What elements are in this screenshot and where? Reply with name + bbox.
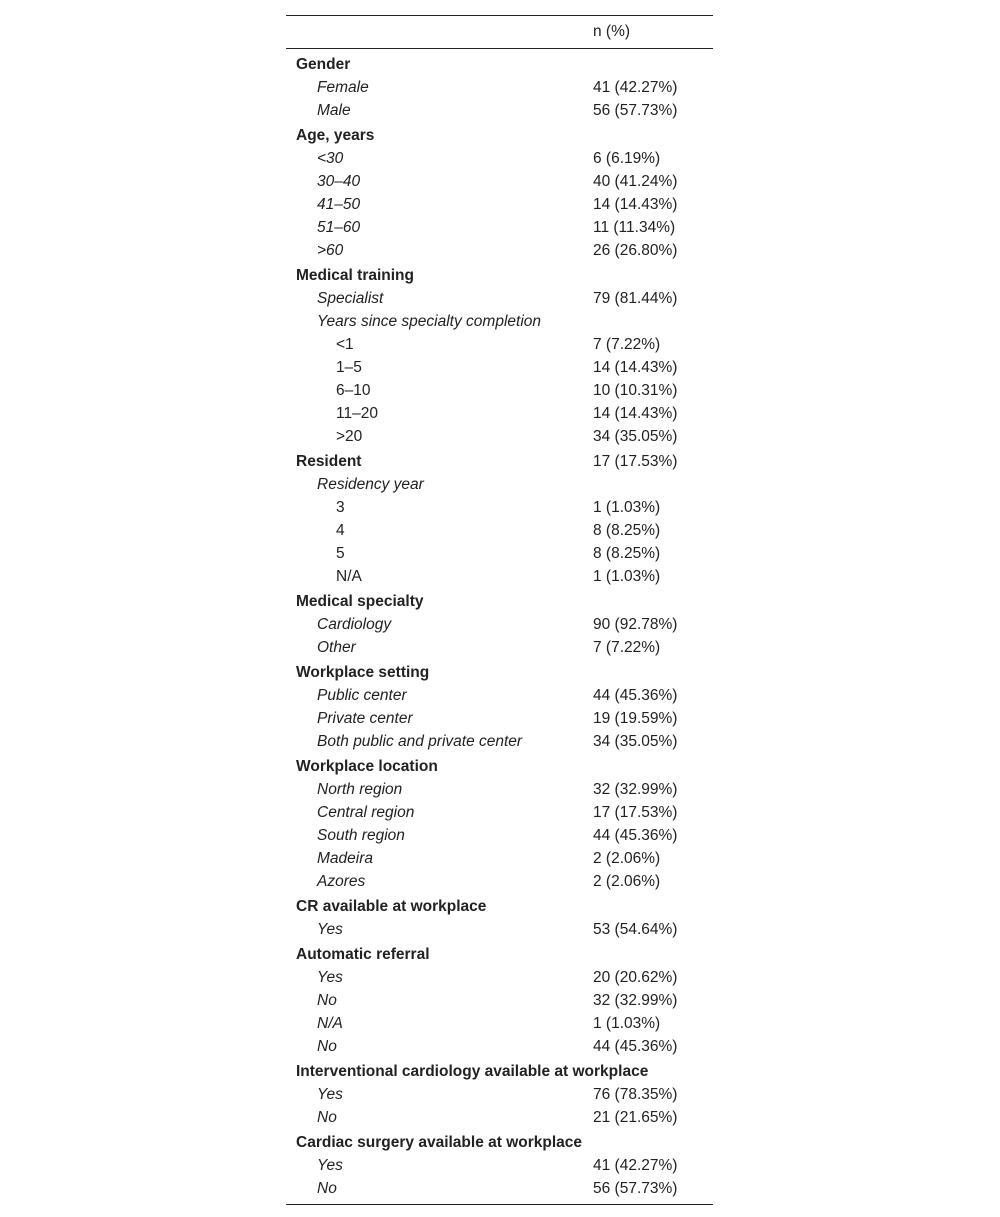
table-row [286,707,713,730]
table-section-row [286,753,713,778]
section-label: Cardiac surgery available at workplace [296,1134,583,1151]
table-row [286,333,713,356]
row-label: 11–20 [336,405,378,422]
row-label: Yes [317,1086,343,1103]
row-label: No [317,992,337,1009]
table-row [286,147,713,170]
table-section-row [286,122,713,147]
table-row [286,356,713,379]
row-value: 1 (1.03%) [593,1015,661,1032]
table-row [286,636,713,659]
table-row [286,989,713,1012]
row-label: Madeira [317,850,373,867]
row-value: 26 (26.80%) [593,242,678,259]
table-row [286,684,713,707]
table-row [286,239,713,262]
row-value: 44 (45.36%) [593,687,678,704]
table-section-row [286,51,713,76]
table-header [286,15,713,49]
section-label: CR available at workplace [296,898,487,915]
table-row [286,918,713,941]
row-value: 21 (21.65%) [593,1109,678,1126]
row-label: North region [317,781,403,798]
table-section-row [286,262,713,287]
table-row [286,193,713,216]
table-row [286,801,713,824]
row-label: 3 [336,499,345,516]
row-label: >60 [317,242,344,259]
row-value: 90 (92.78%) [593,616,678,633]
table-row [286,1035,713,1058]
row-label: 6–10 [336,382,371,399]
section-label: Automatic referral [296,946,430,963]
row-value: 8 (8.25%) [593,545,661,562]
table-row [286,870,713,893]
row-label: No [317,1180,337,1197]
table-row [286,379,713,402]
row-value: 44 (45.36%) [593,1038,678,1055]
row-label: Specialist [317,290,384,307]
row-label: 1–5 [336,359,362,376]
row-value: 11 (11.34%) [593,219,676,236]
header-value-column: n (%) [593,23,631,40]
table-row [286,170,713,193]
row-label: >20 [336,428,363,445]
row-label: Other [317,639,356,656]
table-row [286,216,713,239]
row-value: 7 (7.22%) [593,336,661,353]
table-row [286,730,713,753]
row-label: 41–50 [317,196,361,213]
data-table [286,15,713,1205]
table-row [286,473,713,496]
row-label: 51–60 [317,219,361,236]
table-section-row [286,1058,713,1083]
row-label: N/A [336,568,362,585]
row-value: 6 (6.19%) [593,150,661,167]
row-value: 76 (78.35%) [593,1086,678,1103]
table-row [286,1106,713,1129]
table-row [286,824,713,847]
table-section-row [286,448,713,473]
table-section-row [286,588,713,613]
row-label: Female [317,79,369,96]
row-label: N/A [317,1015,343,1032]
row-value: 8 (8.25%) [593,522,661,539]
row-label: Azores [317,873,366,890]
row-value: 7 (7.22%) [593,639,661,656]
row-value: 14 (14.43%) [593,405,678,422]
row-value: 2 (2.06%) [593,873,661,890]
row-value: 56 (57.73%) [593,102,678,119]
table-row [286,310,713,333]
section-label: Workplace setting [296,664,430,681]
table-row [286,1012,713,1035]
row-value: 1 (1.03%) [593,568,661,585]
row-value: 34 (35.05%) [593,733,678,750]
row-value: 14 (14.43%) [593,359,678,376]
row-value: 32 (32.99%) [593,992,678,1009]
section-label: Medical training [296,267,414,284]
row-label: 4 [336,522,345,539]
row-label: <30 [317,150,344,167]
row-value: 17 (17.53%) [593,804,678,821]
row-value: 53 (54.64%) [593,921,678,938]
table-row [286,76,713,99]
row-value: 41 (42.27%) [593,79,678,96]
row-label: Residency year [317,476,424,493]
table-row [286,613,713,636]
row-label: Years since specialty completion [317,313,542,330]
row-value: 10 (10.31%) [593,382,678,399]
row-value: 56 (57.73%) [593,1180,678,1197]
row-label: No [317,1038,337,1055]
row-label: Private center [317,710,413,727]
row-value: 79 (81.44%) [593,290,678,307]
table-row [286,287,713,310]
table-section-row [286,659,713,684]
table-row [286,1083,713,1106]
table-section-row [286,941,713,966]
table-row [286,542,713,565]
section-label: Workplace location [296,758,438,775]
table-section-row [286,1129,713,1154]
table-row [286,519,713,542]
table-row [286,425,713,448]
table-section-row [286,893,713,918]
row-value: 20 (20.62%) [593,969,678,986]
table-row [286,966,713,989]
row-label: Yes [317,1157,343,1174]
row-value: 32 (32.99%) [593,781,678,798]
table-row [286,1177,713,1200]
row-label: 5 [336,545,345,562]
row-label: Both public and private center [317,733,523,750]
row-label: <1 [336,336,354,353]
table-row [286,496,713,519]
table-row [286,99,713,122]
row-value: 1 (1.03%) [593,499,661,516]
table-row [286,402,713,425]
row-value: 17 (17.53%) [593,453,678,470]
row-value: 44 (45.36%) [593,827,678,844]
row-label: 30–40 [317,173,361,190]
section-label: Age, years [296,127,375,144]
row-label: Cardiology [317,616,392,633]
row-value: 2 (2.06%) [593,850,661,867]
row-value: 40 (41.24%) [593,173,678,190]
row-label: Yes [317,969,343,986]
row-value: 19 (19.59%) [593,710,678,727]
section-label: Medical specialty [296,593,424,610]
table-row [286,847,713,870]
section-label: Resident [296,453,362,470]
row-label: Yes [317,921,343,938]
section-label: Gender [296,56,351,73]
table-row [286,778,713,801]
row-label: No [317,1109,337,1126]
row-label: Central region [317,804,415,821]
row-label: South region [317,827,405,844]
row-value: 34 (35.05%) [593,428,678,445]
row-value: 41 (42.27%) [593,1157,678,1174]
section-label: Interventional cardiology available at workplace [296,1063,649,1080]
row-value: 14 (14.43%) [593,196,678,213]
row-label: Male [317,102,351,119]
table-row [286,565,713,588]
table-body [286,49,713,1205]
table-row [286,1154,713,1177]
row-label: Public center [317,687,407,704]
